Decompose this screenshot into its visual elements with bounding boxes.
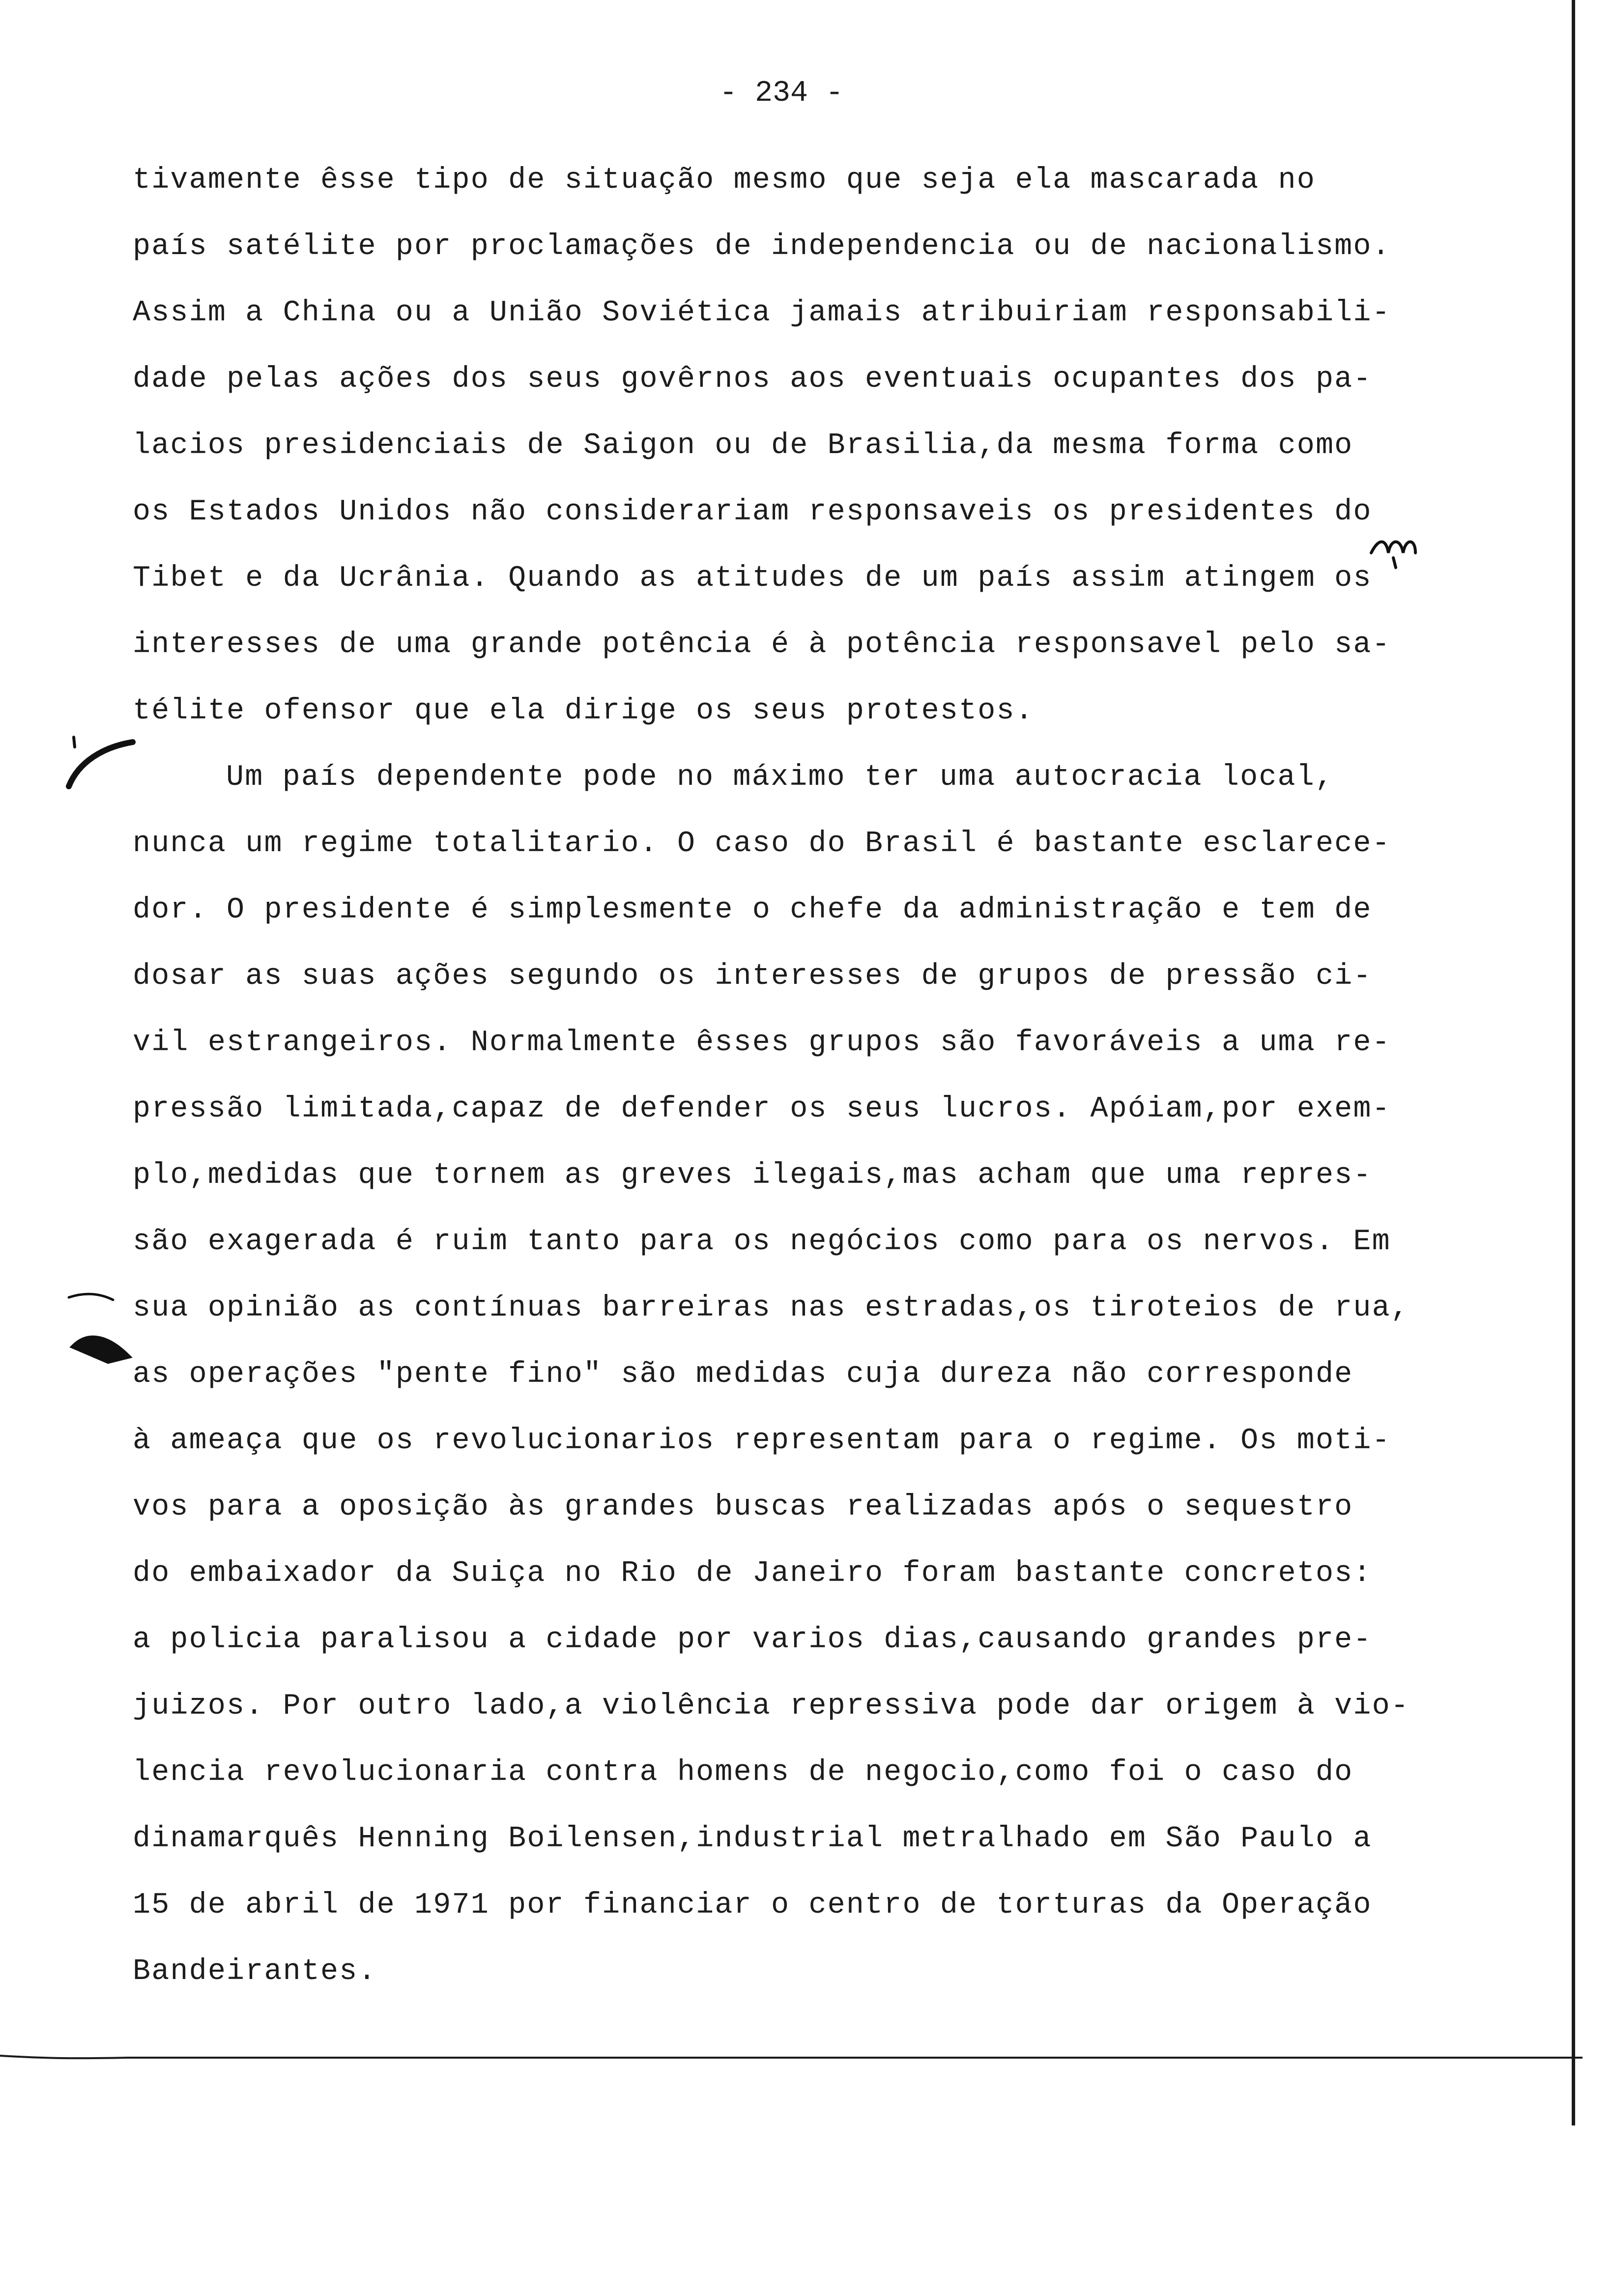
text-line: os Estados Unidos não considerariam responsaveis os presidentes do (133, 495, 1372, 529)
margin-arrow-mark (59, 1288, 143, 1376)
text-line: do embaixador da Suiça no Rio de Janeiro foram bastante concretos: (133, 1557, 1372, 1590)
text-line: Bandeirantes. (133, 1955, 377, 1988)
bottom-rule (0, 2052, 1583, 2063)
text-line: à ameaça que os revolucionarios representam para o regime. Os moti- (133, 1424, 1391, 1458)
text-line: sua opinião as contínuas barreiras nas estradas,os tiroteios de rua, (133, 1292, 1410, 1325)
page-number: - 234 - (719, 77, 844, 110)
text-line: são exagerada é ruim tanto para os negócios como para os nervos. Em (133, 1225, 1391, 1259)
text-line: plo,medidas que tornem as greves ilegais,mas acham que uma repres- (133, 1159, 1372, 1192)
text-line: a policia paralisou a cidade por varios dias,causando grandes pre- (133, 1623, 1372, 1657)
body-text (133, 147, 1533, 2005)
text-line: país satélite por proclamações de independencia ou de nacionalismo. (133, 230, 1391, 263)
text-line: dade pelas ações dos seus govêrnos aos eventuais ocupantes dos pa- (133, 363, 1372, 396)
text-line: vil estrangeiros. Normalmente êsses grupos são favoráveis a uma re- (133, 1026, 1391, 1060)
margin-check-mark (59, 727, 143, 796)
text-line: as operações "pente fino" são medidas cuja dureza não corresponde (133, 1358, 1353, 1391)
text-line: Tibet e da Ucrânia. Quando as atitudes de um país assim atingem os (133, 562, 1372, 595)
paragraph-start-line: Um país dependente pode no máximo ter uma autocracia local, (226, 761, 1334, 794)
text-line: lacios presidenciais de Saigon ou de Brasilia,da mesma forma como (133, 429, 1353, 462)
text-line: dosar as suas ações segundo os interesses de grupos de pressão ci- (133, 960, 1372, 993)
text-line: tivamente êsse tipo de situação mesmo que seja ela mascarada no (133, 164, 1316, 197)
text-line: juizos. Por outro lado,a violência repressiva pode dar origem à vio- (133, 1690, 1410, 1723)
text-line: 15 de abril de 1971 por financiar o centro de torturas da Operação (133, 1889, 1372, 1922)
text-line: lencia revolucionaria contra homens de negocio,como foi o caso do (133, 1756, 1353, 1789)
text-line: pressão limitada,capaz de defender os seus lucros. Apóiam,por exem- (133, 1092, 1391, 1126)
text-line: dinamarquês Henning Boilensen,industrial metralhado em São Paulo a (133, 1822, 1372, 1856)
text-line: dor. O presidente é simplesmente o chefe da administração e tem de (133, 893, 1372, 927)
text-line: interesses de uma grande potência é à potência responsavel pelo sa- (133, 628, 1391, 661)
insertion-mark (1366, 536, 1420, 570)
text-line: vos para a oposição às grandes buscas realizadas após o sequestro (133, 1491, 1353, 1524)
right-margin-rule (1572, 0, 1575, 2125)
text-line: nunca um regime totalitario. O caso do Brasil é bastante esclarece- (133, 827, 1391, 861)
text-line: Assim a China ou a União Soviética jamais atribuiriam responsabili- (133, 296, 1391, 330)
text-line: télite ofensor que ela dirige os seus protestos. (133, 694, 1034, 728)
